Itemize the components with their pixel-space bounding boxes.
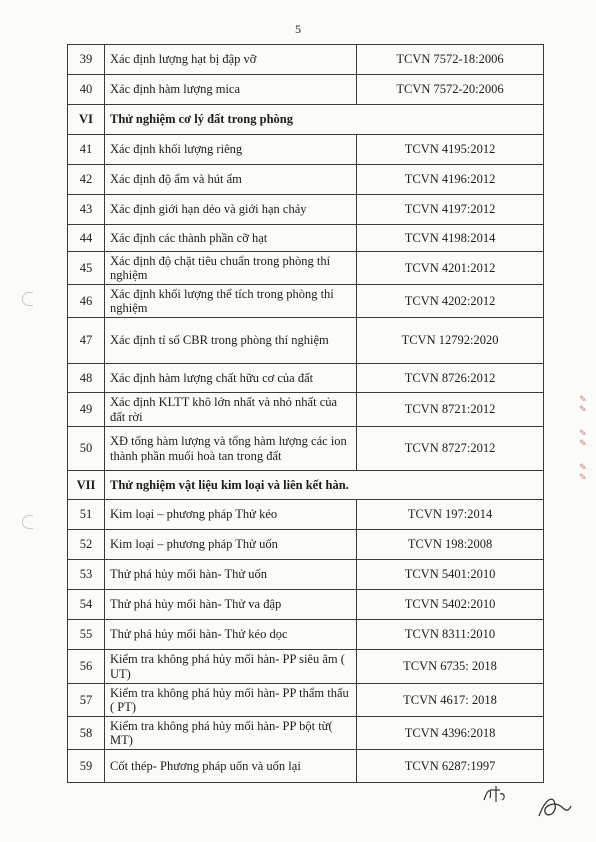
test-description: Xác định độ chặt tiêu chuẩn trong phòng thí nghiệm xyxy=(105,252,357,285)
table-row xyxy=(68,393,544,427)
table-row xyxy=(68,364,544,393)
standard-code: TCVN 197:2014 xyxy=(357,500,544,530)
test-description: Xác định giới hạn dẻo và giới hạn chảy xyxy=(105,195,357,225)
section-number: VI xyxy=(68,105,105,135)
standard-code: TCVN 5401:2010 xyxy=(357,560,544,590)
row-number: 49 xyxy=(68,393,105,427)
standard-code: TCVN 198:2008 xyxy=(357,530,544,560)
standard-code: TCVN 4617: 2018 xyxy=(357,684,544,717)
test-description: Xác định tỉ số CBR trong phòng thí nghiệm xyxy=(105,318,357,364)
table-row xyxy=(68,285,544,318)
standard-code: TCVN 4201:2012 xyxy=(357,252,544,285)
standard-code: TCVN 12792:2020 xyxy=(357,318,544,364)
test-description: Thử phá hủy mối hàn- Thử kéo dọc xyxy=(105,620,357,650)
standard-code: TCVN 6735: 2018 xyxy=(357,650,544,684)
test-description: Kim loại – phương pháp Thử uốn xyxy=(105,530,357,560)
row-number: 40 xyxy=(68,75,105,105)
test-description: Xác định lượng hạt bị đập vỡ xyxy=(105,45,357,75)
punch-hole-mark xyxy=(22,292,33,306)
row-number: 57 xyxy=(68,684,105,717)
table-row xyxy=(68,427,544,471)
standard-code: TCVN 8726:2012 xyxy=(357,364,544,393)
margin-mark: ✎✎ xyxy=(578,395,589,415)
test-description: Xác định độ ẩm và hút ẩm xyxy=(105,165,357,195)
table-row xyxy=(68,717,544,750)
test-description: Kiểm tra không phá hủy mối hàn- PP siêu âm ( UT) xyxy=(105,650,357,684)
row-number: 46 xyxy=(68,285,105,318)
margin-stamp-marks xyxy=(578,395,592,497)
initial-mark xyxy=(480,784,510,806)
row-number: 51 xyxy=(68,500,105,530)
table-row xyxy=(68,650,544,684)
table-row xyxy=(68,135,544,165)
standard-code: TCVN 4202:2012 xyxy=(357,285,544,318)
standard-code: TCVN 4197:2012 xyxy=(357,195,544,225)
row-number: 43 xyxy=(68,195,105,225)
table-row xyxy=(68,75,544,105)
row-number: 52 xyxy=(68,530,105,560)
row-number: 41 xyxy=(68,135,105,165)
test-description: Xác định hàm lượng mica xyxy=(105,75,357,105)
test-description: XĐ tổng hàm lượng và tổng hàm lượng các ion thành phần muối hoà tan trong đất xyxy=(105,427,357,471)
test-description: Xác định khối lượng thể tích trong phòng thí nghiệm xyxy=(105,285,357,318)
table-body xyxy=(68,45,544,783)
standard-code: TCVN 8311:2010 xyxy=(357,620,544,650)
margin-mark: ✎✎ xyxy=(578,429,589,449)
row-number: 45 xyxy=(68,252,105,285)
standard-code: TCVN 8721:2012 xyxy=(357,393,544,427)
test-description: Thử phá hủy mối hàn- Thử uốn xyxy=(105,560,357,590)
table-row xyxy=(68,165,544,195)
row-number: 44 xyxy=(68,225,105,252)
table-row xyxy=(68,500,544,530)
table-row xyxy=(68,225,544,252)
standard-code: TCVN 4196:2012 xyxy=(357,165,544,195)
test-description: Kiểm tra không phá hủy mối hàn- PP thẩm thấu ( PT) xyxy=(105,684,357,717)
standard-code: TCVN 4195:2012 xyxy=(357,135,544,165)
row-number: 58 xyxy=(68,717,105,750)
test-description: Cốt thép- Phương pháp uốn và uốn lại xyxy=(105,750,357,783)
section-number: VII xyxy=(68,471,105,500)
table-row xyxy=(68,45,544,75)
section-title: Thử nghiệm vật liệu kim loại và liên kết hàn. xyxy=(105,471,544,500)
punch-hole-mark xyxy=(22,515,33,529)
row-number: 42 xyxy=(68,165,105,195)
row-number: 56 xyxy=(68,650,105,684)
test-description: Xác định khối lượng riêng xyxy=(105,135,357,165)
table-row xyxy=(68,750,544,783)
row-number: 55 xyxy=(68,620,105,650)
standards-table xyxy=(67,44,544,783)
standard-code: TCVN 4198:2014 xyxy=(357,225,544,252)
test-description: Xác định các thành phần cỡ hạt xyxy=(105,225,357,252)
test-description: Xác định hàm lượng chất hữu cơ của đất xyxy=(105,364,357,393)
row-number: 59 xyxy=(68,750,105,783)
standard-code: TCVN 7572-18:2006 xyxy=(357,45,544,75)
standard-code: TCVN 5402:2010 xyxy=(357,590,544,620)
section-header-row xyxy=(68,471,544,500)
table-row xyxy=(68,195,544,225)
table-row xyxy=(68,590,544,620)
test-description: Kim loại – phương pháp Thử kéo xyxy=(105,500,357,530)
table-row xyxy=(68,530,544,560)
row-number: 54 xyxy=(68,590,105,620)
margin-mark: ✎✎ xyxy=(578,463,589,483)
signature-mark xyxy=(535,790,575,822)
standard-code: TCVN 7572-20:2006 xyxy=(357,75,544,105)
standard-code: TCVN 4396:2018 xyxy=(357,717,544,750)
standard-code: TCVN 8727:2012 xyxy=(357,427,544,471)
table-row xyxy=(68,318,544,364)
row-number: 53 xyxy=(68,560,105,590)
row-number: 50 xyxy=(68,427,105,471)
table-row xyxy=(68,620,544,650)
table-row xyxy=(68,560,544,590)
row-number: 47 xyxy=(68,318,105,364)
row-number: 39 xyxy=(68,45,105,75)
test-description: Xác định KLTT khô lớn nhất và nhỏ nhất của đất rời xyxy=(105,393,357,427)
table-row xyxy=(68,684,544,717)
page-number: 5 xyxy=(295,22,301,36)
table-row xyxy=(68,252,544,285)
row-number: 48 xyxy=(68,364,105,393)
section-title: Thử nghiệm cơ lý đất trong phòng xyxy=(105,105,544,135)
test-description: Kiểm tra không phá hủy mối hàn- PP bột từ( MT) xyxy=(105,717,357,750)
test-description: Thử phá hủy mối hàn- Thử va đập xyxy=(105,590,357,620)
section-header-row xyxy=(68,105,544,135)
standard-code: TCVN 6287:1997 xyxy=(357,750,544,783)
